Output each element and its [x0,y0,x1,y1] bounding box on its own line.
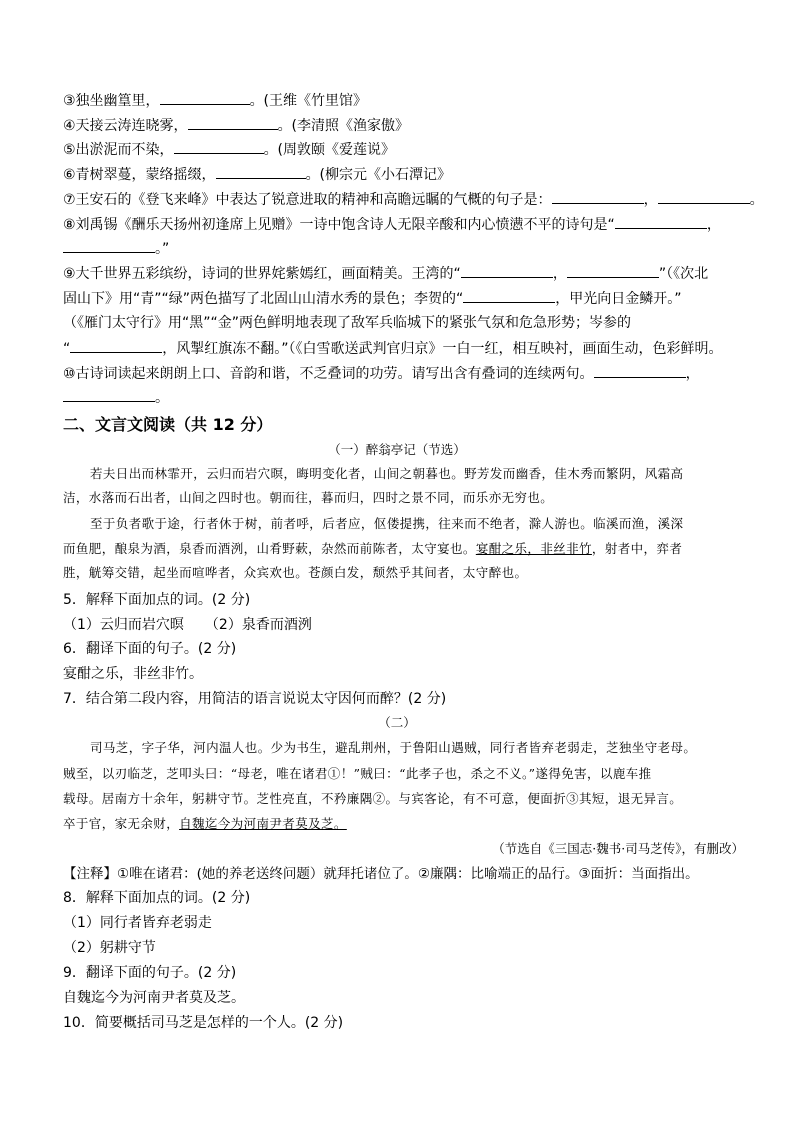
passage-2-line: 载母。居南方十余年，躬耕守节。芝性亮直，不矜廉隅②。与宾客论，有不可意，便面折③其短，退无异言。 [63,791,683,806]
answer-blank[interactable] [552,189,644,204]
question-5-items: （1）云归而岩穴暝 （2）泉香而酒洌 [63,617,312,633]
passage-1-line: 洁，水落而石出者，山间之四时也。朝而往，暮而归，四时之景不同，而乐亦无穷也。 [63,490,554,505]
answer-blank[interactable] [461,263,553,278]
question-6-sentence: 宴酣之乐，非丝非竹。 [63,666,203,682]
answer-blank[interactable] [567,263,659,278]
q9-line-1: ⑨大千世界五彩缤纷，诗词的世界姹紫嫣红，画面精美。王湾的“ ， ”（《次北 [63,263,708,284]
underlined-sentence: 自魏迄今为河南尹者莫及芝。 [179,816,347,831]
q10-line-1: ⑩古诗词读起来朗朗上口、音韵和谐，不乏叠词的功劳。请写出含有叠词的连续两句。 ， [63,363,700,384]
q9-line-2: 固山下》用“青”“绿”两色描写了北固山山清水秀的景色；李贺的“ ，甲光向日金鳞开。” [63,288,682,309]
answer-blank[interactable] [463,288,555,303]
passage-1-line: 至于负者歌于途，行者休于树，前者呼，后者应，伛偻提携，往来而不绝者，滁人游也。临溪而渔，溪深 [90,516,684,531]
question-5: 5．解释下面加点的词。(2 分) [63,592,251,608]
question-7: 7．结合第二段内容，用简洁的语言说说太守因何而醉？(2 分) [63,691,447,707]
answer-blank[interactable] [70,338,162,353]
q8-line-2: 。” [63,238,169,259]
answer-blank[interactable] [658,189,750,204]
q10-line-2: 。 [63,387,169,408]
q8-line-1: ⑧刘禹锡《酬乐天扬州初逢席上见赠》一诗中饱含诗人无限辛酸和内心愤懑不平的诗句是“ ， [63,214,721,235]
passage-2-line: 贼至，以刃临芝，芝叩头曰：“母老，唯在诸君①！”贼曰：“此孝子也，杀之不义。”遂得免害，以鹿车推 [63,766,652,781]
passage-2-line: 卒于官，家无余财，自魏迄今为河南尹者莫及芝。 [63,816,347,831]
underlined-sentence: 宴酣之乐，非丝非竹 [475,541,592,556]
q7-line: ⑦王安石的《登飞来峰》中表达了锐意进取的精神和高瞻远瞩的气概的句子是： ， 。 [63,189,764,210]
answer-blank[interactable] [188,115,278,130]
passage-2-title: （二） [378,715,416,730]
passage-2-line: 司马芝，字子华，河内温人也。少为书生，避乱荆州，于鲁阳山遇贼，同行者皆弃老弱走，芝独坐守老母。 [90,740,697,755]
answer-blank[interactable] [594,363,686,378]
question-8-item-1: （1）同行者皆弃老弱走 [63,915,212,931]
question-9-sentence: 自魏迄今为河南尹者莫及芝。 [63,990,245,1006]
question-6: 6．翻译下面的句子。(2 分) [63,641,237,657]
passage-1-line: 而鱼肥，酿泉为酒，泉香而酒洌，山肴野蔌，杂然而前陈者，太守宴也。宴酣之乐，非丝非竹，射者中，弈者 [63,541,683,556]
question-9: 9．翻译下面的句子。(2 分) [63,965,237,981]
passage-1-title: （一）醉翁亭记（节选） [328,442,466,457]
answer-blank[interactable] [63,387,155,402]
q9-line-3: （《雁门太守行》用“黑”“金”两色鲜明地表现了敌军兵临城下的紧张气氛和危急形势；岑参的 [63,315,632,331]
source-citation: （节选自《三国志·魏书·司马芝传》，有删改） [492,841,744,856]
passage-1-line: 胜，觥筹交错，起坐而喧哗者，众宾欢也。苍颜白发，颓然乎其间者，太守醉也。 [63,565,528,580]
question-10: 10．简要概括司马芝是怎样的一个人。(2 分) [63,1015,344,1031]
q9-line-4: “ ，风掣红旗冻不翻。”（《白雪歌送武判官归京》一白一红，相互映衬，画面生动，色彩鲜明。 [63,338,723,359]
answer-blank[interactable] [160,90,250,105]
question-8-item-2: （2）躬耕守节 [63,940,156,956]
annotation-note: 【注释】①唯在诸君：(她的养老送终问题）就拜托诸位了。②廉隅：比喻端正的品行。③面折：当面指出。 [63,866,699,882]
q3-line: ③独坐幽篁里， 。(王维《竹里馆》 [63,90,367,111]
question-8: 8．解释下面加点的词。(2 分) [63,890,251,906]
answer-blank[interactable] [174,139,264,154]
q6-line: ⑥青树翠蔓，蒙络摇缀， 。(柳宗元《小石潭记》 [63,164,451,185]
passage-1-line: 若夫日出而林霏开，云归而岩穴暝，晦明变化者，山间之朝暮也。野芳发而幽香，佳木秀而繁阴，风霜高 [90,466,684,481]
q5-line: ⑤出淤泥而不染， 。(周敦颐《爱莲说》 [63,139,395,160]
section-heading: 二、文言文阅读（共 12 分） [63,415,273,434]
answer-blank[interactable] [216,164,306,179]
answer-blank[interactable] [615,214,707,229]
q4-line: ④天接云涛连晓雾， 。(李清照《渔家傲》 [63,115,409,136]
answer-blank[interactable] [63,238,155,253]
